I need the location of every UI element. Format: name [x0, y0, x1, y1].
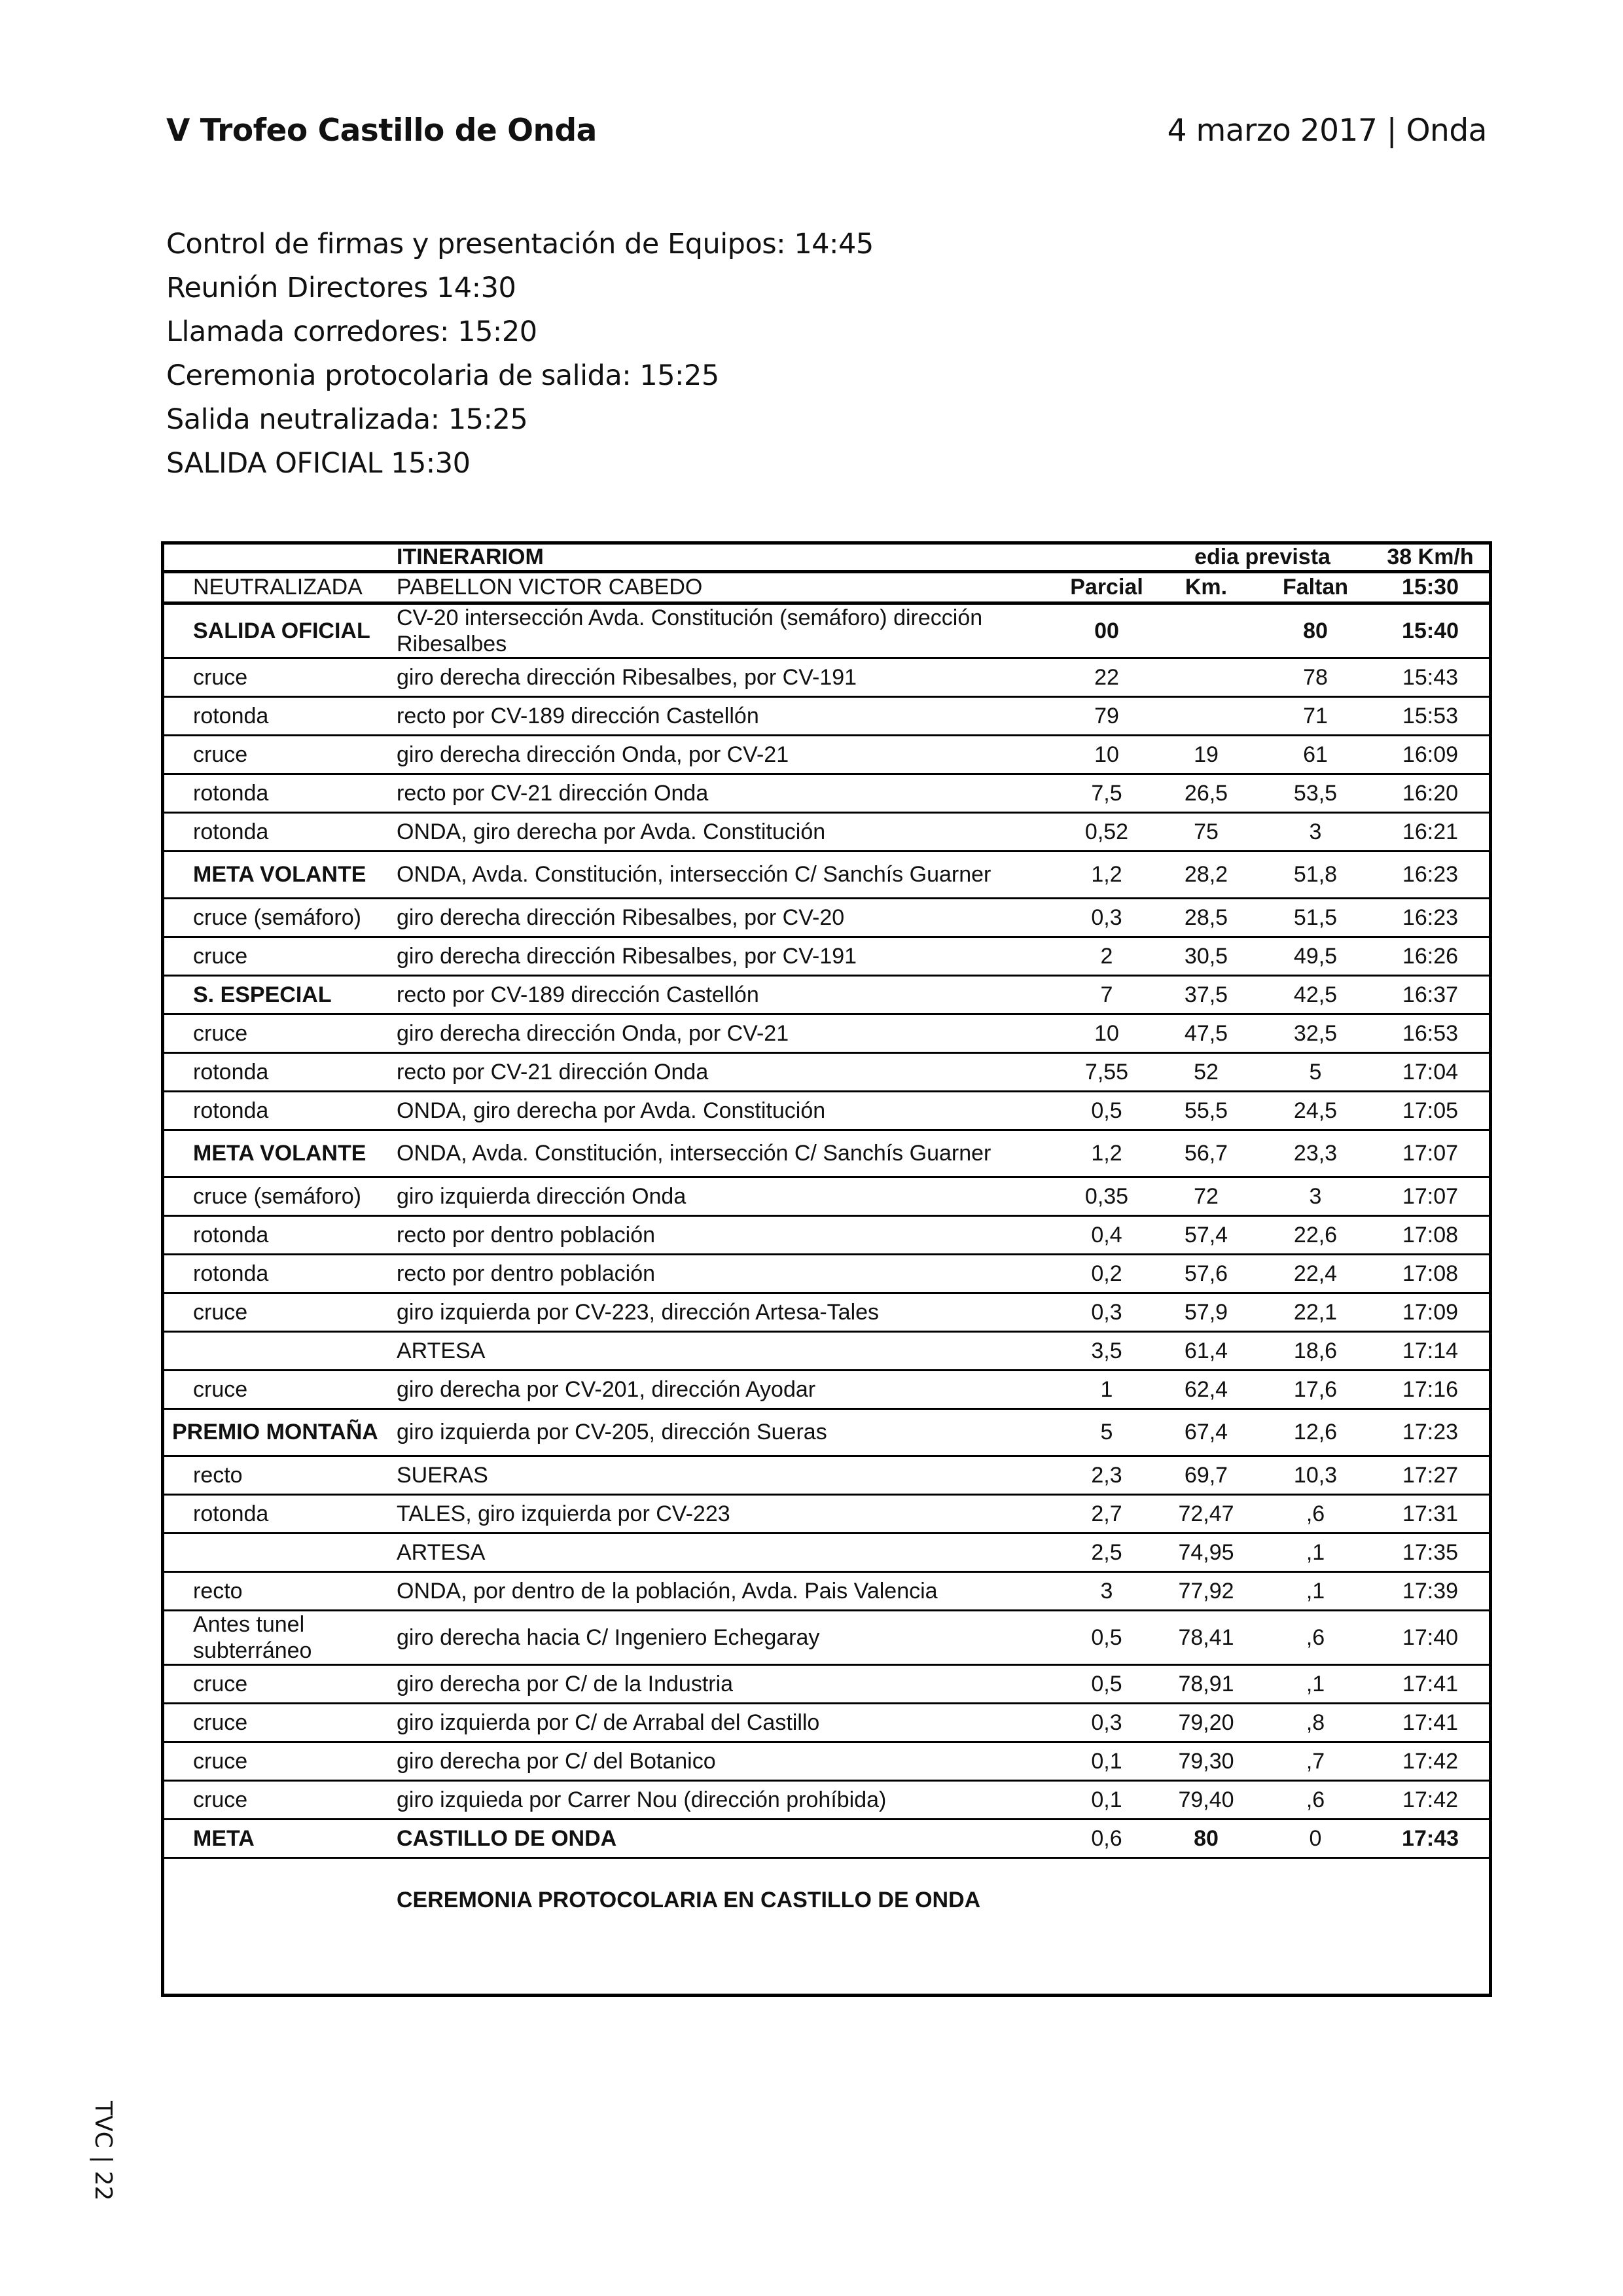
- cell-faltan: 51,8: [1259, 852, 1372, 899]
- cell-hora: 17:42: [1372, 1742, 1489, 1781]
- cell-desc: giro izquierda por CV-223, dirección Artesa-Tales: [391, 1293, 1060, 1332]
- itinerary-header-row: [164, 545, 1489, 572]
- itinerary-table: [161, 541, 1492, 1997]
- itinerary-row: [164, 1014, 1489, 1053]
- schedule-item: Reunión Directores 14:30: [166, 272, 516, 304]
- cell-km: 79,20: [1153, 1704, 1259, 1742]
- schedule-item: SALIDA OFICIAL 15:30: [166, 447, 471, 480]
- cell-parcial: 0,35: [1060, 1177, 1153, 1216]
- cell-km: 62,4: [1153, 1371, 1259, 1409]
- cell-km: 77,92: [1153, 1572, 1259, 1611]
- itinerary-row: [164, 1130, 1489, 1177]
- cell-km: 55,5: [1153, 1092, 1259, 1130]
- cell-desc: recto por dentro población: [391, 1216, 1060, 1255]
- itinerary-row: [164, 1456, 1489, 1495]
- cell-desc: giro derecha dirección Ribesalbes, por CV-191: [391, 937, 1060, 976]
- cell-desc: recto por CV-21 dirección Onda: [391, 774, 1060, 813]
- itinerary-row: [164, 658, 1489, 697]
- itinerary-row: [164, 1611, 1489, 1665]
- itinerary-row: [164, 1092, 1489, 1130]
- cell-faltan: 3: [1259, 1177, 1372, 1216]
- cell-type: rotonda: [164, 774, 391, 813]
- cell-desc: CASTILLO DE ONDA: [391, 1820, 1060, 1858]
- cell-parcial: 1: [1060, 1371, 1153, 1409]
- cell-desc: giro derecha dirección Onda, por CV-21: [391, 736, 1060, 774]
- cell-type: cruce: [164, 1742, 391, 1781]
- cell-km: 28,5: [1153, 899, 1259, 937]
- cell-desc: giro derecha por C/ de la Industria: [391, 1665, 1060, 1704]
- cell-faltan: 80: [1259, 603, 1372, 658]
- cell-parcial: 3,5: [1060, 1332, 1153, 1371]
- cell-parcial: 0,2: [1060, 1255, 1153, 1293]
- cell-parcial: 0,5: [1060, 1092, 1153, 1130]
- itinerary-row: [164, 1409, 1489, 1456]
- cell-type: cruce (semáforo): [164, 899, 391, 937]
- cell-parcial: 79: [1060, 697, 1153, 736]
- cell-hora: 17:39: [1372, 1572, 1489, 1611]
- cell-type: PREMIO MONTAÑA: [164, 1409, 391, 1456]
- cell-type: cruce (semáforo): [164, 1177, 391, 1216]
- neutral-time: 15:30: [1372, 572, 1489, 603]
- cell-km: 79,30: [1153, 1742, 1259, 1781]
- cell-parcial: 7,55: [1060, 1053, 1153, 1092]
- cell-hora: 16:23: [1372, 899, 1489, 937]
- cell-hora: 16:26: [1372, 937, 1489, 976]
- cell-desc: recto por CV-189 dirección Castellón: [391, 976, 1060, 1014]
- cell-km: 19: [1153, 736, 1259, 774]
- cell-desc: ONDA, por dentro de la población, Avda. Pais Valencia: [391, 1572, 1060, 1611]
- cell-desc: ARTESA: [391, 1534, 1060, 1572]
- cell-hora: 16:20: [1372, 774, 1489, 813]
- cell-hora: 17:14: [1372, 1332, 1489, 1371]
- cell-desc: ONDA, giro derecha por Avda. Constitución: [391, 813, 1060, 852]
- cell-parcial: 0,1: [1060, 1781, 1153, 1820]
- cell-type: recto: [164, 1572, 391, 1611]
- col-header-km: Km.: [1153, 572, 1259, 603]
- cell-parcial: 0,1: [1060, 1742, 1153, 1781]
- cell-km: 52: [1153, 1053, 1259, 1092]
- itinerary-row: [164, 1572, 1489, 1611]
- cell-type: Antes tunel subterráneo: [164, 1611, 391, 1665]
- cell-hora: 15:43: [1372, 658, 1489, 697]
- cell-faltan: 71: [1259, 697, 1372, 736]
- cell-hora: 15:53: [1372, 697, 1489, 736]
- cell-parcial: 1,2: [1060, 1130, 1153, 1177]
- cell-faltan: 22,6: [1259, 1216, 1372, 1255]
- cell-hora: 17:35: [1372, 1534, 1489, 1572]
- cell-hora: 17:07: [1372, 1130, 1489, 1177]
- cell-type: META: [164, 1820, 391, 1858]
- cell-km: 78,91: [1153, 1665, 1259, 1704]
- itinerary-row: [164, 1704, 1489, 1742]
- cell-km: 57,9: [1153, 1293, 1259, 1332]
- itinerary-row: [164, 603, 1489, 658]
- cell-faltan: 22,1: [1259, 1293, 1372, 1332]
- cell-hora: 17:05: [1372, 1092, 1489, 1130]
- itinerary-row: [164, 1371, 1489, 1409]
- cell-hora: 17:08: [1372, 1216, 1489, 1255]
- cell-type: recto: [164, 1456, 391, 1495]
- cell-faltan: 42,5: [1259, 976, 1372, 1014]
- cell-type: SALIDA OFICIAL: [164, 603, 391, 658]
- itinerary-row: [164, 813, 1489, 852]
- cell-km: 61,4: [1153, 1332, 1259, 1371]
- cell-km: [1153, 697, 1259, 736]
- cell-type: rotonda: [164, 1092, 391, 1130]
- cell-desc: giro derecha por C/ del Botanico: [391, 1742, 1060, 1781]
- cell-faltan: 17,6: [1259, 1371, 1372, 1409]
- schedule-item: Llamada corredores: 15:20: [166, 315, 537, 348]
- cell-desc: giro derecha dirección Ribesalbes, por CV-191: [391, 658, 1060, 697]
- cell-km: 72: [1153, 1177, 1259, 1216]
- schedule-list: [166, 223, 874, 486]
- cell-hora: 17:31: [1372, 1495, 1489, 1534]
- cell-km: 80: [1153, 1820, 1259, 1858]
- cell-parcial: 2,7: [1060, 1495, 1153, 1534]
- cell-km: 75: [1153, 813, 1259, 852]
- cell-km: 47,5: [1153, 1014, 1259, 1053]
- schedule-item: Control de firmas y presentación de Equipos: 14:45: [166, 228, 874, 260]
- document-title: V Trofeo Castillo de Onda: [166, 113, 597, 149]
- cell-parcial: 00: [1060, 603, 1153, 658]
- cell-km: [1153, 658, 1259, 697]
- cell-km: 74,95: [1153, 1534, 1259, 1572]
- cell-hora: 17:41: [1372, 1704, 1489, 1742]
- cell-km: 28,2: [1153, 852, 1259, 899]
- itinerary-row: [164, 1216, 1489, 1255]
- itinerary-title: ITINERARIOM: [391, 545, 1060, 572]
- cell-desc: recto por dentro población: [391, 1255, 1060, 1293]
- cell-hora: 17:04: [1372, 1053, 1489, 1092]
- cell-desc: recto por CV-21 dirección Onda: [391, 1053, 1060, 1092]
- cell-faltan: 61: [1259, 736, 1372, 774]
- cell-desc: giro izquieda por Carrer Nou (dirección prohíbida): [391, 1781, 1060, 1820]
- cell-km: 26,5: [1153, 774, 1259, 813]
- page-number: TVC | 22: [90, 2101, 116, 2201]
- itinerary-row: [164, 1332, 1489, 1371]
- cell-hora: 16:09: [1372, 736, 1489, 774]
- cell-type: cruce: [164, 1665, 391, 1704]
- cell-hora: 17:43: [1372, 1820, 1489, 1858]
- cell-km: 56,7: [1153, 1130, 1259, 1177]
- cell-desc: ONDA, giro derecha por Avda. Constitución: [391, 1092, 1060, 1130]
- cell-faltan: 78: [1259, 658, 1372, 697]
- cell-type: [164, 1534, 391, 1572]
- cell-km: 67,4: [1153, 1409, 1259, 1456]
- itinerary-row: [164, 774, 1489, 813]
- col-header-faltan: Faltan: [1259, 572, 1372, 603]
- cell-km: 57,4: [1153, 1216, 1259, 1255]
- itinerary-row: [164, 1495, 1489, 1534]
- cell-parcial: 5: [1060, 1409, 1153, 1456]
- neutral-row: [164, 572, 1489, 603]
- cell-type: cruce: [164, 1293, 391, 1332]
- cell-faltan: ,1: [1259, 1534, 1372, 1572]
- cell-desc: giro derecha por CV-201, dirección Ayodar: [391, 1371, 1060, 1409]
- cell-type: rotonda: [164, 1216, 391, 1255]
- cell-type: rotonda: [164, 1495, 391, 1534]
- cell-faltan: ,6: [1259, 1611, 1372, 1665]
- cell-type: rotonda: [164, 1255, 391, 1293]
- cell-parcial: 2,3: [1060, 1456, 1153, 1495]
- cell-parcial: 10: [1060, 736, 1153, 774]
- page-footer: [38, 2101, 116, 2201]
- itinerary-row: [164, 1177, 1489, 1216]
- cell-km: 79,40: [1153, 1781, 1259, 1820]
- cell-hora: 17:40: [1372, 1611, 1489, 1665]
- itinerary-row: [164, 1534, 1489, 1572]
- cell-parcial: 1,2: [1060, 852, 1153, 899]
- cell-hora: 17:23: [1372, 1409, 1489, 1456]
- cell-type: cruce: [164, 736, 391, 774]
- cell-desc: giro izquierda por C/ de Arrabal del Castillo: [391, 1704, 1060, 1742]
- cell-faltan: ,1: [1259, 1572, 1372, 1611]
- cell-type: rotonda: [164, 1053, 391, 1092]
- closing-ceremony: CEREMONIA PROTOCOLARIA EN CASTILLO DE ONDA: [397, 1887, 981, 1912]
- itinerary-row: [164, 1665, 1489, 1704]
- cell-faltan: 23,3: [1259, 1130, 1372, 1177]
- cell-hora: 16:37: [1372, 976, 1489, 1014]
- cell-parcial: 0,3: [1060, 1704, 1153, 1742]
- cell-desc: giro derecha dirección Onda, por CV-21: [391, 1014, 1060, 1053]
- cell-hora: 17:27: [1372, 1456, 1489, 1495]
- cell-faltan: 18,6: [1259, 1332, 1372, 1371]
- cell-parcial: 0,4: [1060, 1216, 1153, 1255]
- cell-desc: giro izquierda dirección Onda: [391, 1177, 1060, 1216]
- cell-type: cruce: [164, 1704, 391, 1742]
- cell-hora: 16:21: [1372, 813, 1489, 852]
- neutral-type: NEUTRALIZADA: [164, 572, 391, 603]
- cell-desc: ARTESA: [391, 1332, 1060, 1371]
- itinerary-row: [164, 1053, 1489, 1092]
- cell-km: 57,6: [1153, 1255, 1259, 1293]
- cell-desc: giro derecha hacia C/ Ingeniero Echegaray: [391, 1611, 1060, 1665]
- cell-parcial: 0,5: [1060, 1665, 1153, 1704]
- cell-faltan: 51,5: [1259, 899, 1372, 937]
- itinerary-row: [164, 1781, 1489, 1820]
- itinerary-row: [164, 1820, 1489, 1858]
- cell-faltan: ,6: [1259, 1495, 1372, 1534]
- cell-hora: 17:41: [1372, 1665, 1489, 1704]
- itinerary-row: [164, 697, 1489, 736]
- cell-parcial: 0,52: [1060, 813, 1153, 852]
- cell-parcial: 22: [1060, 658, 1153, 697]
- cell-desc: ONDA, Avda. Constitución, intersección C/ Sanchís Guarner: [391, 1130, 1060, 1177]
- schedule-item: Salida neutralizada: 15:25: [166, 403, 528, 436]
- cell-km: 69,7: [1153, 1456, 1259, 1495]
- cell-faltan: 53,5: [1259, 774, 1372, 813]
- col-header-parcial: Parcial: [1060, 572, 1153, 603]
- cell-faltan: ,6: [1259, 1781, 1372, 1820]
- cell-faltan: 0: [1259, 1820, 1372, 1858]
- cell-km: 78,41: [1153, 1611, 1259, 1665]
- itinerary-row: [164, 1255, 1489, 1293]
- cell-faltan: 12,6: [1259, 1409, 1372, 1456]
- cell-faltan: 22,4: [1259, 1255, 1372, 1293]
- cell-hora: 15:40: [1372, 603, 1489, 658]
- neutral-desc: PABELLON VICTOR CABEDO: [391, 572, 1060, 603]
- cell-faltan: ,1: [1259, 1665, 1372, 1704]
- cell-hora: 17:09: [1372, 1293, 1489, 1332]
- cell-desc: giro izquierda por CV-205, dirección Sueras: [391, 1409, 1060, 1456]
- cell-faltan: ,8: [1259, 1704, 1372, 1742]
- cell-type: cruce: [164, 1371, 391, 1409]
- cell-hora: 17:42: [1372, 1781, 1489, 1820]
- cell-km: [1153, 603, 1259, 658]
- speed-label: edia prevista: [1153, 545, 1372, 572]
- cell-type: cruce: [164, 658, 391, 697]
- cell-hora: 17:07: [1372, 1177, 1489, 1216]
- cell-type: [164, 1332, 391, 1371]
- cell-km: 37,5: [1153, 976, 1259, 1014]
- cell-type: cruce: [164, 937, 391, 976]
- cell-hora: 17:16: [1372, 1371, 1489, 1409]
- cell-parcial: 0,5: [1060, 1611, 1153, 1665]
- cell-desc: TALES, giro izquierda por CV-223: [391, 1495, 1060, 1534]
- cell-type: S. ESPECIAL: [164, 976, 391, 1014]
- cell-hora: 16:53: [1372, 1014, 1489, 1053]
- date-place: 4 marzo 2017 | Onda: [1167, 113, 1487, 149]
- itinerary-row: [164, 1293, 1489, 1332]
- cell-parcial: 2: [1060, 937, 1153, 976]
- speed-value: 38 Km/h: [1372, 545, 1489, 572]
- cell-type: cruce: [164, 1014, 391, 1053]
- cell-parcial: 3: [1060, 1572, 1153, 1611]
- itinerary-row: [164, 852, 1489, 899]
- cell-type: META VOLANTE: [164, 852, 391, 899]
- cell-parcial: 10: [1060, 1014, 1153, 1053]
- cell-hora: 16:23: [1372, 852, 1489, 899]
- itinerary-row: [164, 736, 1489, 774]
- cell-faltan: 32,5: [1259, 1014, 1372, 1053]
- cell-km: 30,5: [1153, 937, 1259, 976]
- cell-parcial: 7: [1060, 976, 1153, 1014]
- cell-desc: CV-20 intersección Avda. Constitución (semáforo) dirección Ribesalbes: [391, 603, 1060, 658]
- cell-faltan: 10,3: [1259, 1456, 1372, 1495]
- cell-km: 72,47: [1153, 1495, 1259, 1534]
- cell-desc: ONDA, Avda. Constitución, intersección C/ Sanchís Guarner: [391, 852, 1060, 899]
- itinerary-row: [164, 1742, 1489, 1781]
- cell-faltan: 5: [1259, 1053, 1372, 1092]
- cell-desc: SUERAS: [391, 1456, 1060, 1495]
- cell-parcial: 0,3: [1060, 1293, 1153, 1332]
- cell-type: META VOLANTE: [164, 1130, 391, 1177]
- cell-faltan: 24,5: [1259, 1092, 1372, 1130]
- closing-row: [164, 1858, 1489, 1942]
- itinerary-row: [164, 937, 1489, 976]
- cell-desc: giro derecha dirección Ribesalbes, por CV-20: [391, 899, 1060, 937]
- cell-hora: 17:08: [1372, 1255, 1489, 1293]
- cell-faltan: 3: [1259, 813, 1372, 852]
- itinerary-row: [164, 899, 1489, 937]
- schedule-item: Ceremonia protocolaria de salida: 15:25: [166, 359, 719, 392]
- cell-parcial: 7,5: [1060, 774, 1153, 813]
- cell-type: cruce: [164, 1781, 391, 1820]
- cell-parcial: 0,6: [1060, 1820, 1153, 1858]
- cell-parcial: 0,3: [1060, 899, 1153, 937]
- cell-faltan: ,7: [1259, 1742, 1372, 1781]
- cell-type: rotonda: [164, 697, 391, 736]
- cell-parcial: 2,5: [1060, 1534, 1153, 1572]
- cell-desc: recto por CV-189 dirección Castellón: [391, 697, 1060, 736]
- cell-type: rotonda: [164, 813, 391, 852]
- cell-faltan: 49,5: [1259, 937, 1372, 976]
- itinerary-row: [164, 976, 1489, 1014]
